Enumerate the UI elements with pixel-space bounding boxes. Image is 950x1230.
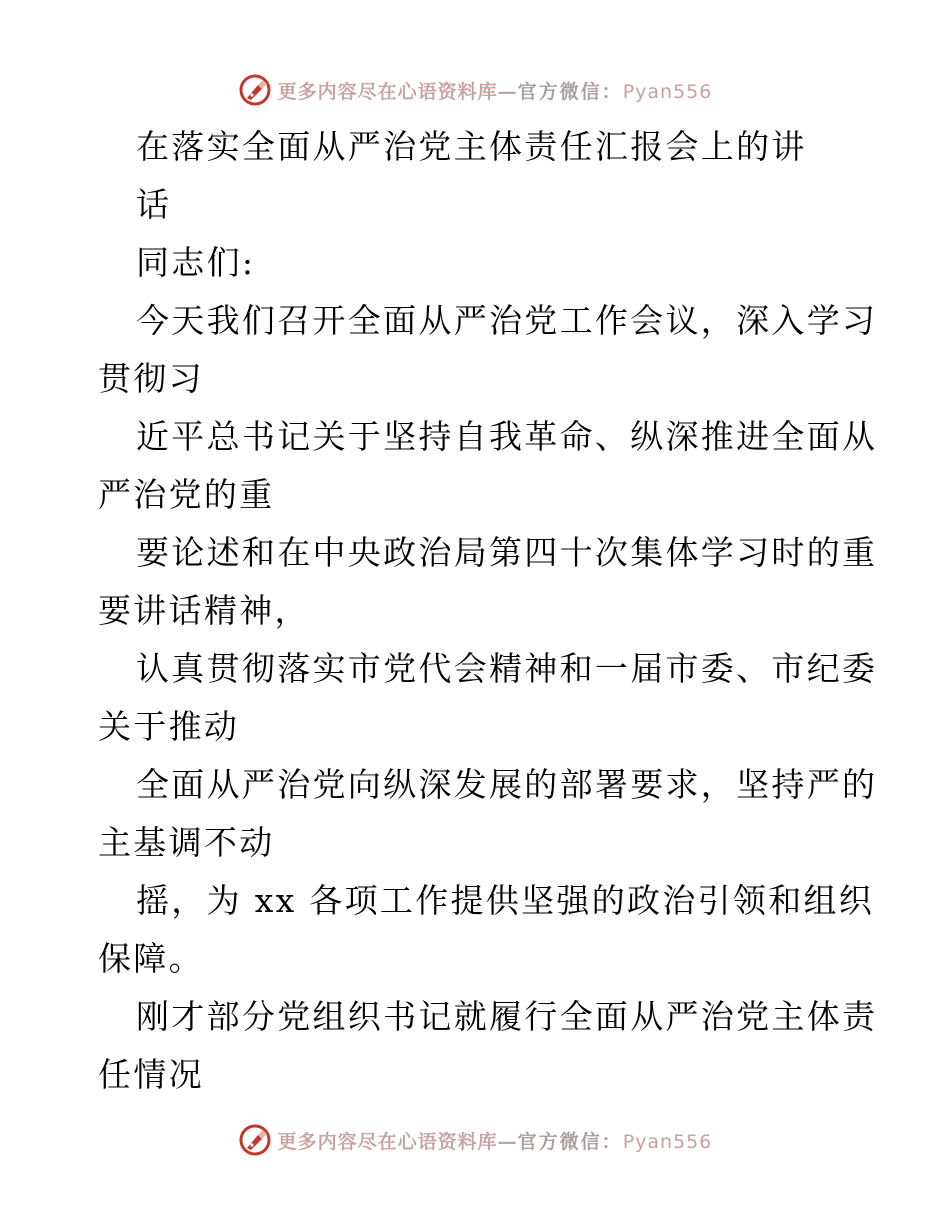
paragraph-line: 严治党的重 — [98, 475, 275, 514]
paragraph-line: 刚才部分党组织书记就履行全面从严治党主体责 — [136, 997, 878, 1036]
paragraph-line: 关于推动 — [98, 707, 240, 746]
paragraph-line: 全面从严治党向纵深发展的部署要求，坚持严的 — [136, 765, 878, 804]
paragraph-line: 近平总书记关于坚持自我革命、纵深推进全面从 — [136, 417, 878, 456]
watermark-dash: — — [497, 1130, 518, 1153]
paragraph-line: 保障。 — [98, 939, 204, 978]
paragraph-line: 贯彻习 — [98, 359, 204, 398]
paragraph-line: 今天我们召开全面从严治党工作会议，深入学习 — [136, 301, 878, 340]
watermark-wechat-label: 官方微信： — [517, 1130, 623, 1153]
watermark-dash: — — [497, 80, 518, 103]
paragraph-line: 要讲话精神， — [98, 591, 310, 630]
paragraph-line: 认真贯彻落实市党代会精神和一届市委、市纪委 — [136, 649, 878, 688]
salutation: 同志们: — [136, 243, 256, 282]
watermark-wechat-id: Pyan556 — [622, 1130, 713, 1153]
paragraph-line: 要论述和在中央政治局第四十次集体学习时的重 — [136, 533, 878, 572]
watermark-wechat-label: 官方微信： — [517, 80, 623, 103]
paragraph-line: 任情况 — [98, 1055, 204, 1094]
watermark-site-text: 更多内容尽在心语资料库 — [277, 80, 498, 103]
document-title-line-1: 在落实全面从严治党主体责任汇报会上的讲 — [136, 127, 807, 166]
watermark-wechat-id: Pyan556 — [622, 80, 713, 103]
pen-nib-logo-icon — [238, 1123, 272, 1157]
header-watermark — [0, 70, 950, 110]
footer-watermark — [0, 1120, 950, 1160]
paragraph-line: 主基调不动 — [98, 823, 275, 862]
document-title-line-2: 话 — [136, 185, 172, 224]
pen-nib-logo-icon — [238, 73, 272, 107]
document-body — [98, 118, 878, 1104]
watermark-site-text: 更多内容尽在心语资料库 — [277, 1130, 498, 1153]
paragraph-line: 摇，为 xx 各项工作提供坚强的政治引领和组织 — [136, 881, 875, 920]
